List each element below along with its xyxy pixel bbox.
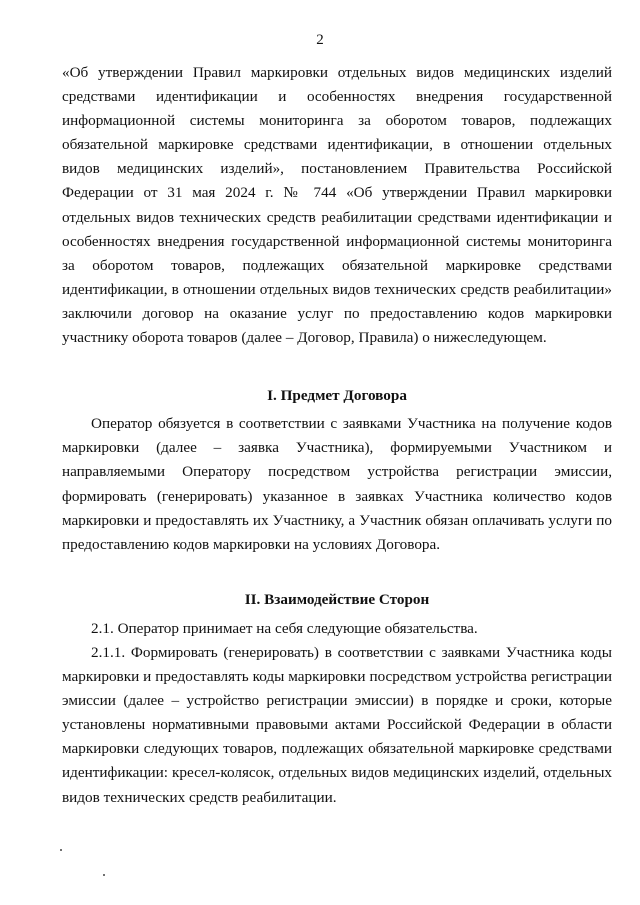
scan-speck (60, 849, 62, 851)
section-1-title: I. Предмет Договора (267, 387, 407, 405)
section-1-paragraph: Оператор обязуется в соответствии с заявками Участника на получение кодов маркировки (далее – заявка Участника), формируемыми Участником и направляемыми Оператору посредством устройства регистрации эмиссии, формировать (генерировать) указанное в заявках Участника количество кодов маркировки и предоставлять их Участнику, а Участник обязан оплачивать услуги по предоставлению кодов маркировки на условиях Договора. (62, 415, 612, 553)
clause-2-1: 2.1. Оператор принимает на себя следующие обязательства. (91, 619, 478, 637)
intro-paragraph: «Об утверждении Правил маркировки отдельных видов медицинских изделий средствами идентификации и особенностях внедрения государственной информационной системы мониторинга за оборотом товаров, подлежащих обязательной маркировке средствами идентификации, в отношении отдельных видов медицинских изделий», постановлением Правительства Российской Федерации от 31 мая 2024 г. № 744 «Об утверждении Правил маркировки отдельных видов технических средств реабилитации средствами идентификации и особенностях внедрения государственной информационной системы мониторинга за оборотом товаров, подлежащих обязательной маркировке средствами идентификации, в отношении отдельных видов технических средств реабилитации» заключили договор на оказание услуг по предоставлению кодов маркировки участнику оборота товаров (далее – Договор, Правила) о нижеследующем. (62, 64, 612, 347)
section-2-title: II. Взаимодействие Сторон (244, 590, 430, 608)
scan-speck (103, 874, 105, 876)
document-body (62, 61, 612, 810)
page-number: 2 (316, 32, 324, 48)
clause-2-1-1: 2.1.1. Формировать (генерировать) в соответствии с заявками Участника коды маркировки и предоставлять коды маркировки посредством устройства регистрации эмиссии (далее – устройство регистрации эмиссии) в порядке и сроки, которые установлены нормативными правовыми актами Российской Федерации в области маркировки следующих товаров, подлежащих обязательной маркировке средствами идентификации: кресел-колясок, отдельных видов медицинских изделий, отдельных видов технических средств реабилитации. (62, 643, 612, 806)
